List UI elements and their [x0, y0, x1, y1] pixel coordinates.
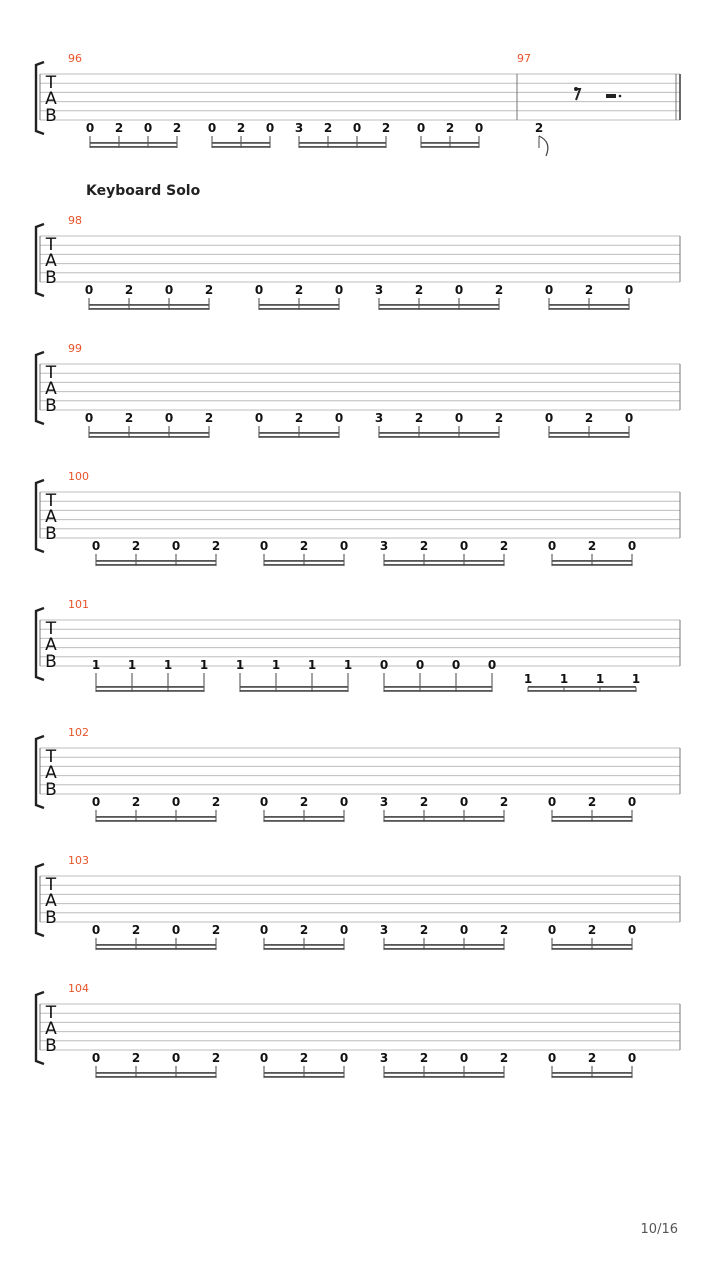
fret-number: 0 [459, 795, 469, 809]
fret-number: 2 [534, 121, 544, 135]
tab-clef-a: A [45, 507, 57, 527]
beam-primary [384, 944, 504, 946]
beam-primary [384, 1072, 504, 1074]
fret-number: 2 [381, 121, 391, 135]
fret-number: 0 [627, 1051, 637, 1065]
fret-number: 0 [171, 539, 181, 553]
beam-primary [552, 816, 632, 818]
beam-secondary [264, 948, 344, 950]
fret-number: 0 [339, 539, 349, 553]
beam-secondary [96, 690, 204, 692]
fret-number: 0 [352, 121, 362, 135]
fret-number: 2 [294, 411, 304, 425]
fret-number: 0 [259, 795, 269, 809]
beam-secondary [379, 436, 499, 438]
fret-number: 2 [131, 1051, 141, 1065]
measure-number: 97 [517, 52, 531, 65]
fret-number: 2 [414, 411, 424, 425]
fret-number: 0 [547, 1051, 557, 1065]
fret-number: 0 [624, 283, 634, 297]
fret-number: 0 [85, 121, 95, 135]
fret-number: 0 [84, 411, 94, 425]
beam-secondary [549, 308, 629, 310]
fret-number: 0 [334, 411, 344, 425]
fret-number: 3 [374, 283, 384, 297]
fret-number: 2 [587, 923, 597, 937]
tab-clef-a: A [45, 251, 57, 271]
tab-clef-b: B [45, 780, 57, 800]
fret-number: 0 [627, 539, 637, 553]
beam-primary [264, 944, 344, 946]
tab-clef-b: B [45, 396, 57, 416]
beam-primary [552, 944, 632, 946]
fret-number: 2 [494, 411, 504, 425]
fret-number: 0 [627, 923, 637, 937]
fret-number: 0 [474, 121, 484, 135]
fret-number: 0 [627, 795, 637, 809]
rest-dot [619, 95, 622, 98]
beam-secondary [90, 146, 177, 148]
tab-clef-a: A [45, 635, 57, 655]
fret-number: 0 [259, 539, 269, 553]
beam-primary [379, 432, 499, 434]
beam-secondary [552, 564, 632, 566]
fret-number: 2 [419, 539, 429, 553]
fret-number: 0 [547, 795, 557, 809]
tab-clef-t: T [45, 875, 57, 895]
beam-secondary [552, 948, 632, 950]
fret-number: 0 [91, 539, 101, 553]
beam-primary [259, 432, 339, 434]
fret-number: 1 [271, 658, 281, 672]
fret-number: 3 [294, 121, 304, 135]
beam-primary [528, 686, 636, 688]
beam-secondary [96, 1076, 216, 1078]
fret-number: 3 [379, 923, 389, 937]
fret-number: 2 [499, 795, 509, 809]
beam-secondary [96, 820, 216, 822]
fret-number: 3 [374, 411, 384, 425]
beam-secondary [212, 146, 270, 148]
fret-number: 0 [624, 411, 634, 425]
tab-clef-b: B [45, 106, 57, 126]
fret-number: 1 [559, 672, 569, 687]
fret-number: 1 [163, 658, 173, 672]
beam-primary [96, 686, 204, 688]
fret-number: 0 [254, 411, 264, 425]
fret-number: 0 [339, 1051, 349, 1065]
tab-clef-t: T [45, 491, 57, 511]
fret-number: 2 [236, 121, 246, 135]
fret-number: 0 [459, 923, 469, 937]
page-number: 10/16 [640, 1222, 678, 1237]
beam-primary [421, 142, 479, 144]
tab-clef-t: T [45, 747, 57, 767]
beam-secondary [384, 948, 504, 950]
fret-number: 0 [454, 283, 464, 297]
beam-secondary [552, 1076, 632, 1078]
beam-secondary [264, 564, 344, 566]
beam-secondary [264, 820, 344, 822]
fret-number: 1 [343, 658, 353, 672]
beam-primary [384, 686, 492, 688]
beam-primary [384, 560, 504, 562]
tab-clef-t: T [45, 363, 57, 383]
fret-number: 1 [523, 672, 533, 687]
tab-clef-t: T [45, 235, 57, 255]
beam-primary [549, 432, 629, 434]
beam-primary [240, 686, 348, 688]
fret-number: 3 [379, 1051, 389, 1065]
fret-number: 2 [204, 283, 214, 297]
beam-primary [90, 142, 177, 144]
beam-secondary [528, 690, 636, 692]
beam-primary [264, 560, 344, 562]
beam-secondary [549, 436, 629, 438]
measure-number: 102 [68, 726, 89, 739]
fret-number: 0 [547, 923, 557, 937]
beam-secondary [379, 308, 499, 310]
beam-primary [549, 304, 629, 306]
fret-number: 0 [91, 795, 101, 809]
beam-primary [264, 1072, 344, 1074]
measure-number: 103 [68, 854, 89, 867]
fret-number: 0 [487, 658, 497, 672]
tab-clef-b: B [45, 1036, 57, 1056]
fret-number: 2 [211, 1051, 221, 1065]
beam-secondary [240, 690, 348, 692]
fret-number: 2 [499, 1051, 509, 1065]
fret-number: 2 [587, 1051, 597, 1065]
beam-primary [212, 142, 270, 144]
beam-primary [379, 304, 499, 306]
beam-secondary [384, 690, 492, 692]
fret-number: 0 [339, 923, 349, 937]
fret-number: 0 [171, 1051, 181, 1065]
beam-secondary [421, 146, 479, 148]
fret-number: 2 [294, 283, 304, 297]
fret-number: 0 [91, 923, 101, 937]
fret-number: 2 [211, 795, 221, 809]
beam-secondary [259, 308, 339, 310]
fret-number: 2 [124, 283, 134, 297]
tab-clef-b: B [45, 652, 57, 672]
fret-number: 0 [259, 1051, 269, 1065]
tab-clef-a: A [45, 763, 57, 783]
measure-number: 96 [68, 52, 82, 65]
tab-clef-b: B [45, 268, 57, 288]
tab-clef-t: T [45, 619, 57, 639]
beam-primary [96, 944, 216, 946]
fret-number: 2 [414, 283, 424, 297]
fret-number: 2 [445, 121, 455, 135]
fret-number: 2 [419, 795, 429, 809]
beam-primary [96, 816, 216, 818]
fret-number: 2 [211, 539, 221, 553]
beam-primary [384, 816, 504, 818]
fret-number: 2 [131, 795, 141, 809]
tab-clef-a: A [45, 379, 57, 399]
tab-clef-a: A [45, 89, 57, 109]
tab-clef-a: A [45, 891, 57, 911]
beam-primary [259, 304, 339, 306]
beam-primary [552, 1072, 632, 1074]
tab-clef-b: B [45, 524, 57, 544]
fret-number: 2 [587, 539, 597, 553]
beam-secondary [299, 146, 386, 148]
fret-number: 0 [459, 1051, 469, 1065]
fret-number: 1 [91, 658, 101, 672]
fret-number: 0 [171, 923, 181, 937]
fret-number: 0 [254, 283, 264, 297]
measure-number: 104 [68, 982, 89, 995]
fret-number: 1 [595, 672, 605, 687]
fret-number: 2 [587, 795, 597, 809]
fret-number: 2 [172, 121, 182, 135]
fret-number: 3 [379, 795, 389, 809]
beam-secondary [384, 820, 504, 822]
fret-number: 0 [544, 283, 554, 297]
fret-number: 2 [204, 411, 214, 425]
fret-number: 2 [499, 923, 509, 937]
beam-primary [89, 304, 209, 306]
tab-clef-a: A [45, 1019, 57, 1039]
note-flag [539, 136, 548, 156]
fret-number: 1 [631, 672, 641, 687]
fret-number: 2 [124, 411, 134, 425]
half-rest-icon [606, 94, 616, 98]
beam-primary [89, 432, 209, 434]
measure-number: 101 [68, 598, 89, 611]
fret-number: 0 [544, 411, 554, 425]
fret-number: 0 [416, 121, 426, 135]
fret-number: 2 [584, 411, 594, 425]
fret-number: 0 [451, 658, 461, 672]
beam-primary [299, 142, 386, 144]
fret-number: 0 [171, 795, 181, 809]
tab-clef-t: T [45, 1003, 57, 1023]
fret-number: 2 [131, 539, 141, 553]
section-label: Keyboard Solo [86, 183, 201, 199]
eighth-rest-dot [574, 87, 578, 91]
beam-secondary [89, 436, 209, 438]
fret-number: 2 [211, 923, 221, 937]
fret-number: 1 [307, 658, 317, 672]
fret-number: 2 [419, 923, 429, 937]
fret-number: 0 [334, 283, 344, 297]
measure-number: 100 [68, 470, 89, 483]
beam-primary [552, 560, 632, 562]
beam-secondary [384, 564, 504, 566]
beam-secondary [89, 308, 209, 310]
fret-number: 0 [454, 411, 464, 425]
beam-primary [264, 816, 344, 818]
measure-number: 98 [68, 214, 82, 227]
fret-number: 0 [259, 923, 269, 937]
fret-number: 0 [459, 539, 469, 553]
beam-secondary [384, 1076, 504, 1078]
fret-number: 2 [499, 539, 509, 553]
beam-secondary [264, 1076, 344, 1078]
fret-number: 0 [547, 539, 557, 553]
fret-number: 0 [207, 121, 217, 135]
fret-number: 2 [299, 923, 309, 937]
measure-number: 99 [68, 342, 82, 355]
fret-number: 0 [339, 795, 349, 809]
fret-number: 0 [265, 121, 275, 135]
tab-clef-t: T [45, 73, 57, 93]
beam-secondary [96, 948, 216, 950]
beam-secondary [259, 436, 339, 438]
fret-number: 0 [91, 1051, 101, 1065]
beam-secondary [96, 564, 216, 566]
fret-number: 2 [323, 121, 333, 135]
fret-number: 3 [379, 539, 389, 553]
fret-number: 0 [143, 121, 153, 135]
fret-number: 0 [415, 658, 425, 672]
fret-number: 2 [419, 1051, 429, 1065]
fret-number: 2 [494, 283, 504, 297]
beam-primary [96, 1072, 216, 1074]
beam-primary [96, 560, 216, 562]
fret-number: 2 [299, 539, 309, 553]
beam-secondary [552, 820, 632, 822]
fret-number: 2 [299, 795, 309, 809]
fret-number: 1 [235, 658, 245, 672]
fret-number: 2 [584, 283, 594, 297]
tab-clef-b: B [45, 908, 57, 928]
fret-number: 2 [299, 1051, 309, 1065]
fret-number: 0 [164, 411, 174, 425]
fret-number: 1 [127, 658, 137, 672]
fret-number: 1 [199, 658, 209, 672]
fret-number: 2 [131, 923, 141, 937]
fret-number: 0 [164, 283, 174, 297]
fret-number: 2 [114, 121, 124, 135]
fret-number: 0 [84, 283, 94, 297]
fret-number: 0 [379, 658, 389, 672]
